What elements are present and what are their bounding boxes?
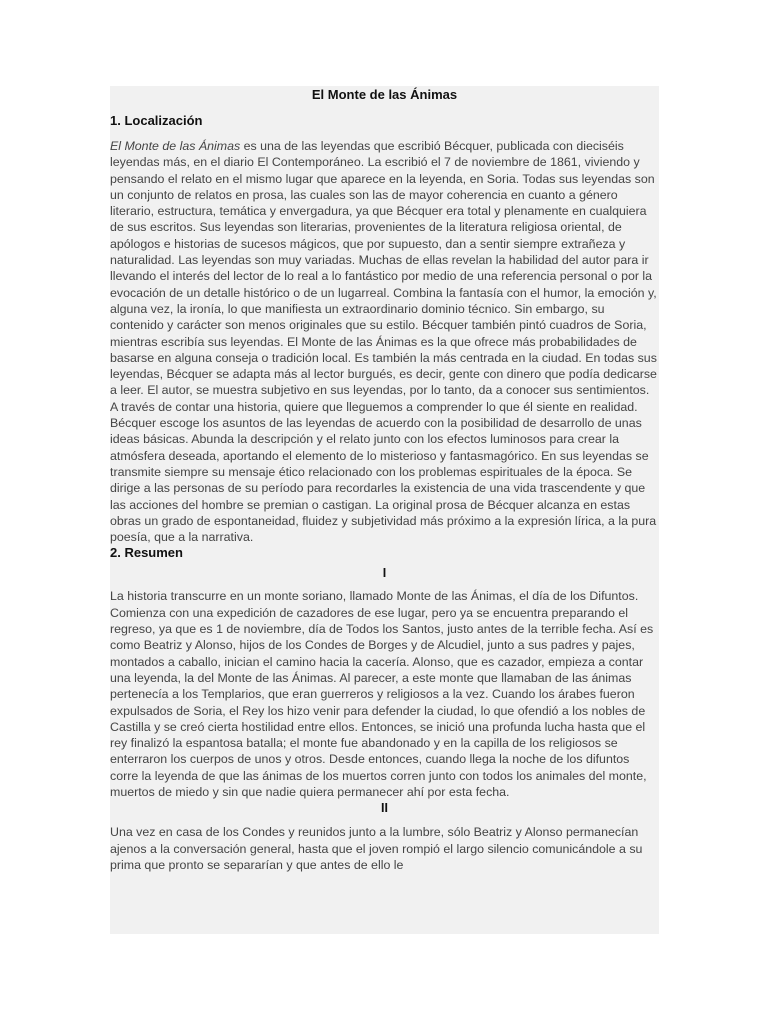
paragraph-localizacion-text: es una de las leyendas que escribió Bécquer, publicada con dieciséis leyendas más, en el diario El Contemporáneo. La escribió el 7 de noviembre de 1861, viviendo y pensando el relato en el mismo lugar que aparece en la leyenda, en Soria. Todas sus leyendas son un conjunto de relatos en prosa, las cuales son las de mayor coherencia en cuanto a género literario, estructura, temática y envergadura, ya que Bécquer era total y plenamente en cualquiera de sus escritos. Sus leyendas son literarias, provenientes de la literatura religiosa oriental, de apólogos e historias de sucesos mágicos, que por supuesto, dan a sentir siempre extrañeza y naturalidad. Las leyendas son muy variadas. Muchas de ellas revelan la habilidad del autor para ir llevando el interés del lector de lo real a lo fantástico por medio de una referencia personal o por la evocación de un detalle histórico o de un lugarreal. Combina la fantasía con el humor, la emoción y, alguna vez, la ironía, lo que manifiesta un extraordinario dominio técnico. Sin embargo, su contenido y carácter son menos originales que su estilo. Bécquer también pintó cuadros de Soria, mientras escribía sus leyendas. El Monte de las Ánimas es la que ofrece más probabilidades de basarse en alguna conseja o tradición local. Es también la más centrada en la ciudad. En todas sus leyendas, Bécquer se adapta más al lector burgués, es decir, gente con dinero que podía dedicarse a leer. El autor, se muestra subjetivo en sus leyendas, por lo tanto, da a conocer sus sentimientos. A través de contar una historia, quiere que lleguemos a comprender lo que él siente en realidad. Bécquer escoge los asuntos de las leyendas de acuerdo con la posibilidad de desarrollo de unas ideas básicas. Abunda la descripción y el relato junto con los efectos luminosos para crear la atmósfera deseada, aportando el elemento de lo misterioso y fantasmagórico. En sus leyendas se transmite siempre su mensaje ético relacionado con los problemas espirituales de la época. Se dirige a las personas de su período para recordarles la existencia de una vida trascendente y que las acciones del hombre se premian o castigan. La original prosa de Bécquer alcanza en estas obras un grado de espontaneidad, fluidez y subjetividad más próximo a la expresión lírica, a la pura poesía, que a la narrativa. xyxy=(110,139,657,545)
part-numeral-1: I xyxy=(382,566,387,581)
document-title: El Monte de las Ánimas xyxy=(311,87,458,102)
document-page xyxy=(110,86,659,934)
italic-title-ref: El Monte de las Ánimas xyxy=(110,139,241,153)
section-heading-localizacion: 1. Localización xyxy=(110,113,203,128)
paragraph-localizacion xyxy=(110,138,659,545)
paragraph-part-2: Una vez en casa de los Condes y reunidos junto a la lumbre, sólo Beatriz y Alonso permanecían ajenos a la conversación general, hasta que el joven rompió el largo silencio comunicándole a su prima que pronto se separarían y que antes de ello le xyxy=(110,825,643,872)
paragraph-part-1: La historia transcurre en un monte soriano, llamado Monte de las Ánimas, el día de los Difuntos. Comienza con una expedición de cazadores de ese lugar, pero ya se encuentra preparando el regreso, ya que es 1 de noviembre, día de Todos los Santos, justo antes de la terrible fecha. Así es como Beatriz y Alonso, hijos de los Condes de Borges y de Alcudiel, junto a sus padres y pajes, montados a caballo, inician el camino hacia la cacería. Alonso, que es cazador, empieza a contar una leyenda, la del Monte de las Ánimas. Al parecer, a este monte que llamaban de las ánimas pertenecía a los Templarios, que eran guerreros y religiosos a la vez. Cuando los árabes fueron expulsados de Soria, el Rey los hizo venir para defender la ciudad, lo que ofendió a los nobles de Castilla y se creó cierta hostilidad entre ellos. Entonces, se inició una profunda lucha hasta que el rey finalizó la espantosa batalla; el monte fue abandonado y en la capilla de los religiosos se enterraron los cuerpos de unos y otros. Desde entonces, cuando llega la noche de los difuntos corre la leyenda de que las ánimas de los muertos corren junto con todos los animales del monte, muertos de miedo y sin que nadie quiera permanecer ahí por esta fecha. xyxy=(110,589,654,799)
section-heading-resumen: 2. Resumen xyxy=(110,545,183,561)
part-numeral-2: II xyxy=(381,801,388,816)
